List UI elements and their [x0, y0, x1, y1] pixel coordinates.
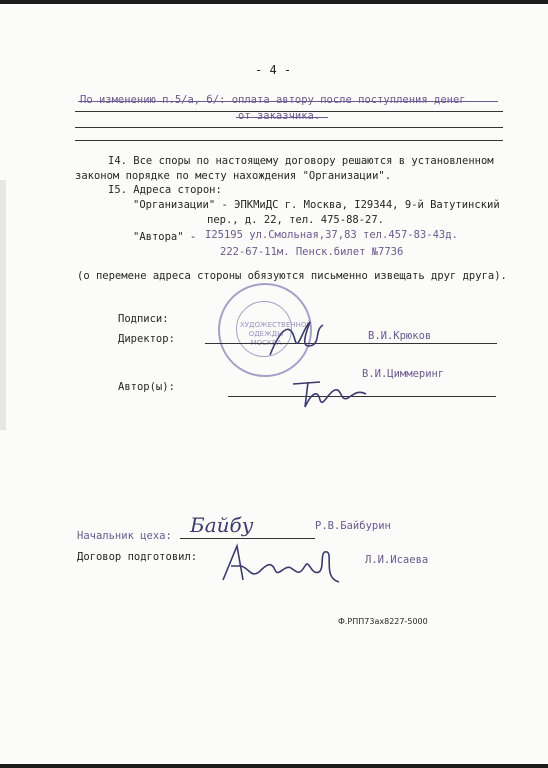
director-signature — [265, 310, 325, 370]
clause14-line1: I4. Все споры по настоящему договору решаются в установленном — [108, 155, 494, 167]
director-label: Директор: — [118, 333, 175, 345]
director-name: В.И.Крюков — [368, 330, 432, 342]
author-name: В.И.Циммеринг — [362, 368, 445, 380]
prepared-label: Договор подготовил: — [77, 551, 198, 563]
author-signature-label: Автор(ы): — [118, 381, 175, 393]
author-label: "Автора" - — [133, 231, 197, 243]
address-change-note: (о перемене адреса стороны обязуются письменно извещать друг друга). — [77, 270, 507, 282]
rule-3 — [75, 140, 503, 141]
clause15-heading: I5. Адреса сторон: — [108, 184, 222, 196]
signatures-heading: Подписи: — [118, 313, 169, 325]
strike-line-1 — [78, 101, 498, 102]
author-address-line2: 222-67-11м. Пенск.билет №7736 — [220, 246, 404, 258]
struck-clause-line1: По изменению п.5/а, б/: оплата автору после поступления денег — [80, 94, 466, 106]
org-address-line2: пер., д. 22, тел. 475-88-27. — [207, 214, 385, 226]
paper-shadow — [0, 180, 6, 430]
prepared-name: Л.И.Исаева — [365, 554, 429, 566]
chief-name: Р.В.Байбурин — [315, 520, 391, 532]
director-sign-line — [205, 343, 497, 344]
stamp-text: ХУДОЖЕСТВЕННОЙ ОДЕЖДЫ МОСКВА — [240, 321, 312, 347]
scan-edge-top — [0, 0, 548, 4]
struck-clause-line2: от заказчика. — [238, 110, 321, 122]
strike-line-2 — [236, 117, 328, 118]
clause14-line2: законом порядке по месту нахождения "Организации". — [75, 170, 392, 182]
page-number: - 4 - — [255, 63, 292, 77]
scan-edge-bottom — [0, 764, 548, 768]
author-address-line1: I25195 ул.Смольная,37,83 тел.457-83-43д. — [205, 229, 458, 241]
print-code: Ф.РПП73ах8227-5000 — [338, 617, 428, 626]
prepared-signature — [215, 538, 345, 588]
chief-handwriting: Байбу — [190, 513, 254, 537]
chief-label: Начальник цеха: — [77, 530, 172, 542]
author-signature — [290, 372, 370, 412]
org-address-line1: "Организации" - ЭПКМиДС г. Москва, I29344, 9-й Ватутинский — [133, 199, 500, 211]
rule-2 — [75, 127, 503, 128]
